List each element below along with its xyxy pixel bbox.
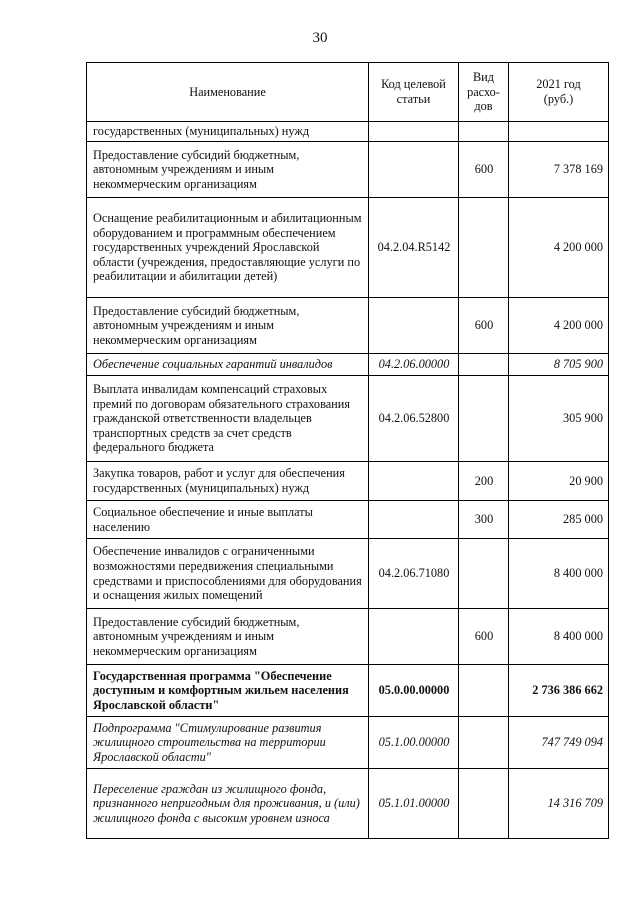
row-code-cell: 05.1.00.00000	[369, 717, 459, 769]
header-row	[87, 63, 609, 122]
row-amount-cell: 20 900	[509, 462, 609, 501]
row-name-cell: Подпрограмма "Стимулирование развития жилищного строительства на территории Ярославской области"	[87, 717, 369, 769]
header-amount	[509, 63, 609, 122]
row-amount-cell: 7 378 169	[509, 142, 609, 198]
row-amount-cell: 8 400 000	[509, 539, 609, 609]
row-expense-type-cell	[459, 539, 509, 609]
row-expense-type-cell	[459, 122, 509, 142]
row-name-cell: Социальное обеспечение и иные выплаты населению	[87, 501, 369, 539]
row-code-cell: 05.1.01.00000	[369, 769, 459, 839]
row-code-cell: 05.0.00.00000	[369, 665, 459, 717]
row-name-cell: Государственная программа "Обеспечение доступным и комфортным жильем населения Ярославской области"	[87, 665, 369, 717]
row-code-cell	[369, 501, 459, 539]
table-row	[87, 609, 609, 665]
table-row	[87, 462, 609, 501]
header-type-line3: дов	[474, 99, 493, 114]
header-sum-line1: 2021 год	[536, 77, 581, 92]
header-sum-line2: (руб.)	[543, 92, 574, 106]
row-name-cell: Оснащение реабилитационным и абилитационным оборудованием и программным обеспечением государственных учреждений Ярославской области (учреждения, предоставляющие услуги по реабилитации и абилитации детей)	[87, 198, 369, 298]
row-amount-cell: 747 749 094	[509, 717, 609, 769]
row-expense-type-cell: 600	[459, 142, 509, 198]
table-row	[87, 769, 609, 839]
header-type-line2: расхо-	[467, 84, 500, 99]
table-row	[87, 717, 609, 769]
row-expense-type-cell	[459, 769, 509, 839]
table-row	[87, 142, 609, 198]
table-body	[87, 122, 609, 839]
row-amount-cell: 8 400 000	[509, 609, 609, 665]
table-row	[87, 501, 609, 539]
header-code-line2: статьи	[396, 92, 431, 106]
row-code-cell: 04.2.06.00000	[369, 354, 459, 376]
row-expense-type-cell	[459, 354, 509, 376]
row-code-cell: 04.2.06.52800	[369, 376, 459, 462]
row-code-cell	[369, 609, 459, 665]
row-amount-cell: 8 705 900	[509, 354, 609, 376]
budget-table	[86, 62, 609, 839]
row-expense-type-cell: 600	[459, 298, 509, 354]
table-row	[87, 665, 609, 717]
row-name-cell: Закупка товаров, работ и услуг для обеспечения государственных (муниципальных) нужд	[87, 462, 369, 501]
table-row	[87, 354, 609, 376]
row-expense-type-cell	[459, 717, 509, 769]
row-expense-type-cell: 200	[459, 462, 509, 501]
table-header	[87, 63, 609, 122]
row-code-cell: 04.2.06.71080	[369, 539, 459, 609]
row-code-cell	[369, 122, 459, 142]
header-type-line1: Вид	[472, 70, 495, 85]
table-row	[87, 198, 609, 298]
row-code-cell: 04.2.04.R5142	[369, 198, 459, 298]
row-name-cell: государственных (муниципальных) нужд	[87, 122, 369, 142]
row-name-cell: Предоставление субсидий бюджетным, автономным учреждениям и иным некоммерческим организациям	[87, 609, 369, 665]
row-amount-cell: 305 900	[509, 376, 609, 462]
row-amount-cell: 4 200 000	[509, 298, 609, 354]
row-amount-cell: 4 200 000	[509, 198, 609, 298]
header-expense-type	[459, 63, 509, 122]
row-code-cell	[369, 142, 459, 198]
row-expense-type-cell	[459, 376, 509, 462]
page-number: 30	[312, 30, 328, 46]
row-amount-cell: 2 736 386 662	[509, 665, 609, 717]
row-name-cell: Предоставление субсидий бюджетным, автономным учреждениям и иным некоммерческим организациям	[87, 142, 369, 198]
row-expense-type-cell	[459, 198, 509, 298]
table-row	[87, 539, 609, 609]
row-name-cell: Переселение граждан из жилищного фонда, признанного непригодным для проживания, и (или) жилищного фонда с высоким уровнем износа	[87, 769, 369, 839]
row-name-cell: Обеспечение инвалидов с ограниченными возможностями передвижения специальными средствами и приспособлениями для оборудования и оснащения жилых помещений	[87, 539, 369, 609]
row-code-cell	[369, 462, 459, 501]
header-name: Наименование	[87, 63, 369, 122]
row-name-cell: Предоставление субсидий бюджетным, автономным учреждениям и иным некоммерческим организациям	[87, 298, 369, 354]
row-expense-type-cell	[459, 665, 509, 717]
row-amount-cell	[509, 122, 609, 142]
table-row	[87, 376, 609, 462]
table-row	[87, 122, 609, 142]
row-expense-type-cell: 300	[459, 501, 509, 539]
row-expense-type-cell: 600	[459, 609, 509, 665]
row-code-cell	[369, 298, 459, 354]
header-code	[369, 63, 459, 122]
table-row	[87, 298, 609, 354]
header-code-line1: Код целевой	[381, 77, 446, 92]
row-name-cell: Обеспечение социальных гарантий инвалидов	[87, 354, 369, 376]
row-amount-cell: 14 316 709	[509, 769, 609, 839]
row-amount-cell: 285 000	[509, 501, 609, 539]
row-name-cell: Выплата инвалидам компенсаций страховых премий по договорам обязательного страхования гражданской ответственности владельцев транспортных средств за счет средств федерального бюджета	[87, 376, 369, 462]
